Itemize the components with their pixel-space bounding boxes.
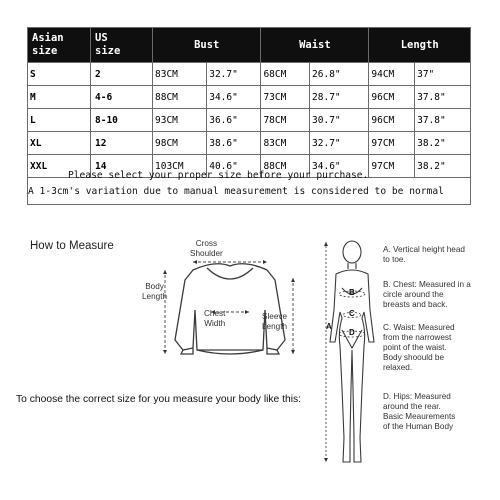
size-table-header (28, 28, 471, 63)
cell-asian: XXL (28, 155, 91, 178)
header-asian-size (28, 28, 91, 63)
cell-length-in: 38.2" (415, 155, 471, 178)
cell-waist-cm: 68CM (261, 63, 310, 86)
header-asian-line1: Asian (32, 32, 64, 44)
note-c-line3: point of the waist. (383, 343, 447, 352)
note-b-line2: circle around the (383, 290, 444, 299)
note-c-line1: C. Waist: Measured (383, 323, 455, 332)
header-length: Length (369, 28, 471, 63)
choose-size-instruction: To choose the correct size for you measure your body like this: (16, 394, 302, 405)
cell-waist-in: 32.7" (310, 132, 369, 155)
cross-shoulder-line2: Shoulder (190, 249, 223, 258)
header-waist: Waist (261, 28, 369, 63)
chest-width-label (204, 309, 225, 329)
cell-waist-in: 26.8" (310, 63, 369, 86)
cell-length-in: 37.8" (415, 86, 471, 109)
figure-letter-b: B (349, 288, 355, 297)
notice-line-2: A 1-3cm's variation due to manual measurement is considered to be normal (28, 186, 444, 197)
figure-letter-c: C (349, 309, 355, 318)
body-figure-diagram (322, 238, 382, 478)
cell-waist-cm: 88CM (261, 155, 310, 178)
note-d-line4: of the Human Body (383, 422, 454, 431)
note-b (383, 280, 495, 310)
cell-length-cm: 96CM (369, 109, 415, 132)
cell-length-cm: 97CM (369, 155, 415, 178)
cell-bust-in: 32.7" (207, 63, 261, 86)
size-table (27, 27, 471, 178)
header-us-size (91, 28, 153, 63)
sleeve-length-label (262, 312, 287, 332)
body-length-line1: Body (145, 282, 164, 291)
cell-length-cm: 97CM (369, 132, 415, 155)
cell-asian: M (28, 86, 91, 109)
note-a-line2: to toe. (383, 255, 406, 264)
cell-asian: XL (28, 132, 91, 155)
how-to-measure-title: How to Measure (30, 240, 114, 252)
cell-waist-cm: 83CM (261, 132, 310, 155)
cell-length-in: 37" (415, 63, 471, 86)
sleeve-length-line1: Sleeve (262, 312, 288, 321)
figure-letter-d: D (349, 328, 355, 337)
size-row (28, 132, 471, 155)
cell-bust-in: 40.6" (207, 155, 261, 178)
note-c-line2: from the narrowest (383, 333, 452, 342)
cell-waist-in: 28.7" (310, 86, 369, 109)
cross-shoulder-line1: Cross (195, 239, 218, 248)
cell-bust-cm: 88CM (153, 86, 207, 109)
note-a-line1: A. Vertical height head (383, 245, 465, 254)
size-row (28, 109, 471, 132)
cell-asian: S (28, 63, 91, 86)
body-length-label (142, 282, 167, 302)
cell-length-in: 38.2" (415, 132, 471, 155)
cell-bust-cm: 98CM (153, 132, 207, 155)
figure-letter-a: A (326, 322, 332, 331)
note-c-line4: Body shoould be (383, 353, 444, 362)
note-b-line1: B. Chest: Measured in a (383, 280, 471, 289)
cell-length-cm: 96CM (369, 86, 415, 109)
chest-width-line2: Width (204, 319, 226, 328)
header-us-line2: size (95, 45, 121, 57)
cell-us: 14 (91, 155, 153, 178)
cell-bust-cm: 93CM (153, 109, 207, 132)
header-asian-line2: size (32, 45, 58, 57)
body-length-line2: Length (142, 292, 168, 301)
cell-bust-in: 36.6" (207, 109, 261, 132)
cell-bust-cm: 103CM (153, 155, 207, 178)
cell-us: 8-10 (91, 109, 153, 132)
cell-waist-in: 34.6" (310, 155, 369, 178)
cross-shoulder-label (190, 239, 223, 259)
header-us-line1: US (95, 32, 108, 44)
sleeve-length-line2: Length (262, 322, 288, 331)
cell-waist-cm: 78CM (261, 109, 310, 132)
cell-asian: L (28, 109, 91, 132)
note-d-line3: Basic Meaurements (383, 412, 456, 421)
size-notice (27, 163, 471, 205)
cell-bust-in: 34.6" (207, 86, 261, 109)
size-row (28, 86, 471, 109)
note-c (383, 323, 495, 373)
note-c-line5: relaxed. (383, 363, 413, 372)
cell-length-in: 37.8" (415, 109, 471, 132)
cell-us: 4-6 (91, 86, 153, 109)
cell-bust-cm: 83CM (153, 63, 207, 86)
note-d-line2: around the rear. (383, 402, 441, 411)
cell-length-cm: 94CM (369, 63, 415, 86)
note-d-line1: D. Hips: Measured (383, 392, 451, 401)
note-d (383, 392, 495, 432)
cell-waist-in: 30.7" (310, 109, 369, 132)
cell-us: 12 (91, 132, 153, 155)
header-bust: Bust (153, 28, 261, 63)
chest-width-line1: Chest (204, 309, 226, 318)
cell-bust-in: 38.6" (207, 132, 261, 155)
note-b-line3: breasts and back. (383, 300, 448, 309)
sweater-diagram (145, 250, 315, 370)
notice-line-1: Please select your proper size before your purchase. (68, 170, 369, 181)
cell-us: 2 (91, 63, 153, 86)
cell-waist-cm: 73CM (261, 86, 310, 109)
note-a (383, 245, 495, 265)
size-row (28, 63, 471, 86)
